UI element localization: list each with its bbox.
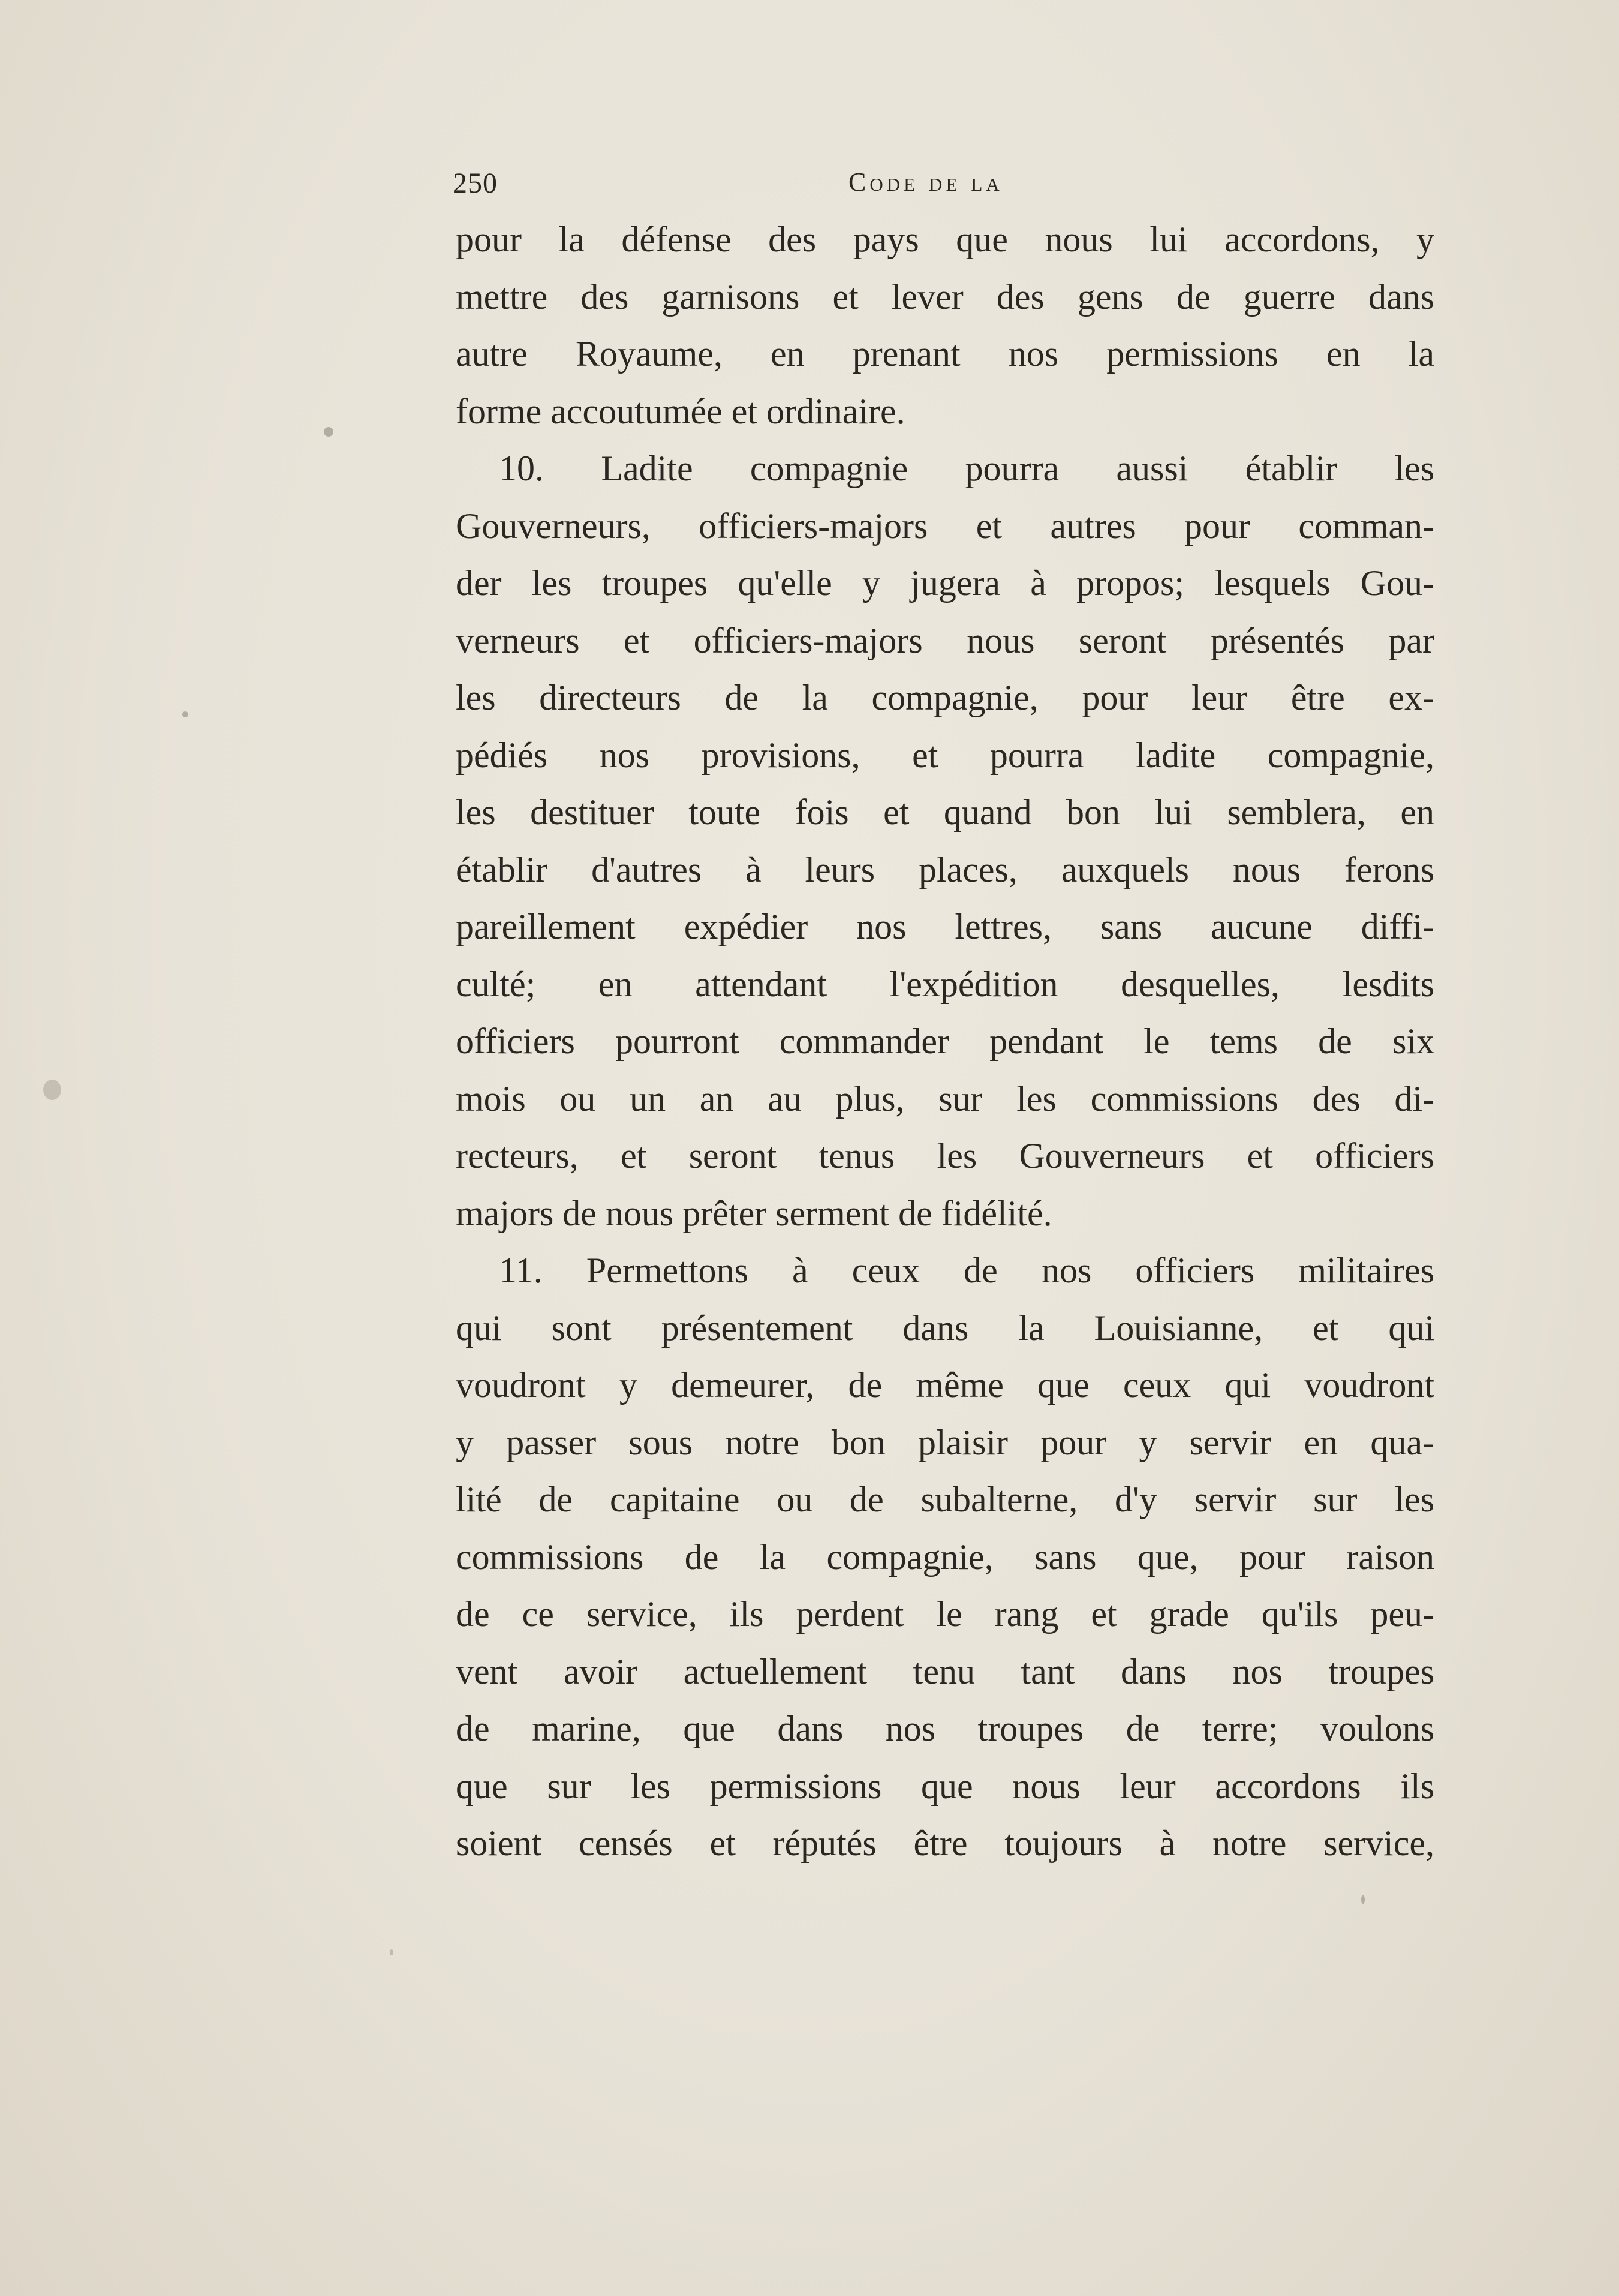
- paper-speck: [182, 711, 188, 717]
- text-line: de ce service, ils perdent le rang et grade qu'ils peu-: [456, 1594, 1434, 1634]
- text-line: vent avoir actuellement tenu tant dans nos troupes: [456, 1651, 1434, 1691]
- text-line: der les troupes qu'elle y jugera à propos; lesquels Gou-: [456, 563, 1434, 603]
- text-line: lité de capitaine ou de subalterne, d'y servir sur les: [456, 1480, 1434, 1519]
- text-line: établir d'autres à leurs places, auxquels nous ferons: [456, 849, 1434, 889]
- text-line: mettre des garnisons et lever des gens de guerre dans: [456, 277, 1434, 317]
- text-line: verneurs et officiers-majors nous seront présentés par: [456, 620, 1434, 660]
- text-line: que sur les permissions que nous leur accordons ils: [456, 1766, 1434, 1806]
- text-line: pour la défense des pays que nous lui accordons, y: [456, 220, 1434, 259]
- article-11-start: 11. Permettons à ceux de nos officiers militaires: [499, 1251, 1434, 1290]
- paper-speck: [43, 1080, 61, 1100]
- text-line: qui sont présentement dans la Louisianne, et qui: [456, 1308, 1434, 1348]
- text-line: culté; en attendant l'expédition desquelles, lesdits: [456, 964, 1434, 1004]
- paper-speck: [324, 427, 333, 437]
- body-text: [456, 211, 1434, 1873]
- text-line: voudront y demeurer, de même que ceux qui voudront: [456, 1365, 1434, 1405]
- text-line: officiers pourront commander pendant le tems de six: [456, 1021, 1434, 1061]
- running-head: Code de la: [848, 167, 1003, 197]
- text-line: soient censés et réputés être toujours à notre service,: [456, 1823, 1434, 1863]
- text-line: forme accoutumée et ordinaire.: [456, 391, 905, 431]
- article-10-start: 10. Ladite compagnie pourra aussi établir les: [499, 449, 1434, 488]
- text-line: mois ou un an au plus, sur les commissions des di-: [456, 1078, 1434, 1119]
- text-line: autre Royaume, en prenant nos permissions en la: [456, 334, 1434, 374]
- text-line: Gouverneurs, officiers-majors et autres pour comman-: [456, 506, 1434, 546]
- text-line: majors de nous prêter serment de fidélité.: [456, 1193, 1052, 1233]
- text-line: de marine, que dans nos troupes de terre; voulons: [456, 1709, 1434, 1748]
- text-line: recteurs, et seront tenus les Gouverneurs et officiers: [456, 1136, 1434, 1176]
- page-header: [453, 167, 1436, 203]
- paper-speck: [1361, 1895, 1365, 1904]
- text-line: pareillement expédier nos lettres, sans aucune diffi-: [456, 907, 1434, 946]
- text-line: les destituer toute fois et quand bon lui semblera, en: [456, 792, 1434, 832]
- text-line: commissions de la compagnie, sans que, pour raison: [456, 1537, 1434, 1577]
- text-line: pédiés nos provisions, et pourra ladite compagnie,: [456, 735, 1434, 775]
- text-line: les directeurs de la compagnie, pour leur être ex-: [456, 678, 1434, 717]
- page-number: 250: [453, 167, 498, 199]
- text-line: y passer sous notre bon plaisir pour y servir en qua-: [456, 1422, 1434, 1462]
- paper-speck: [390, 1949, 393, 1955]
